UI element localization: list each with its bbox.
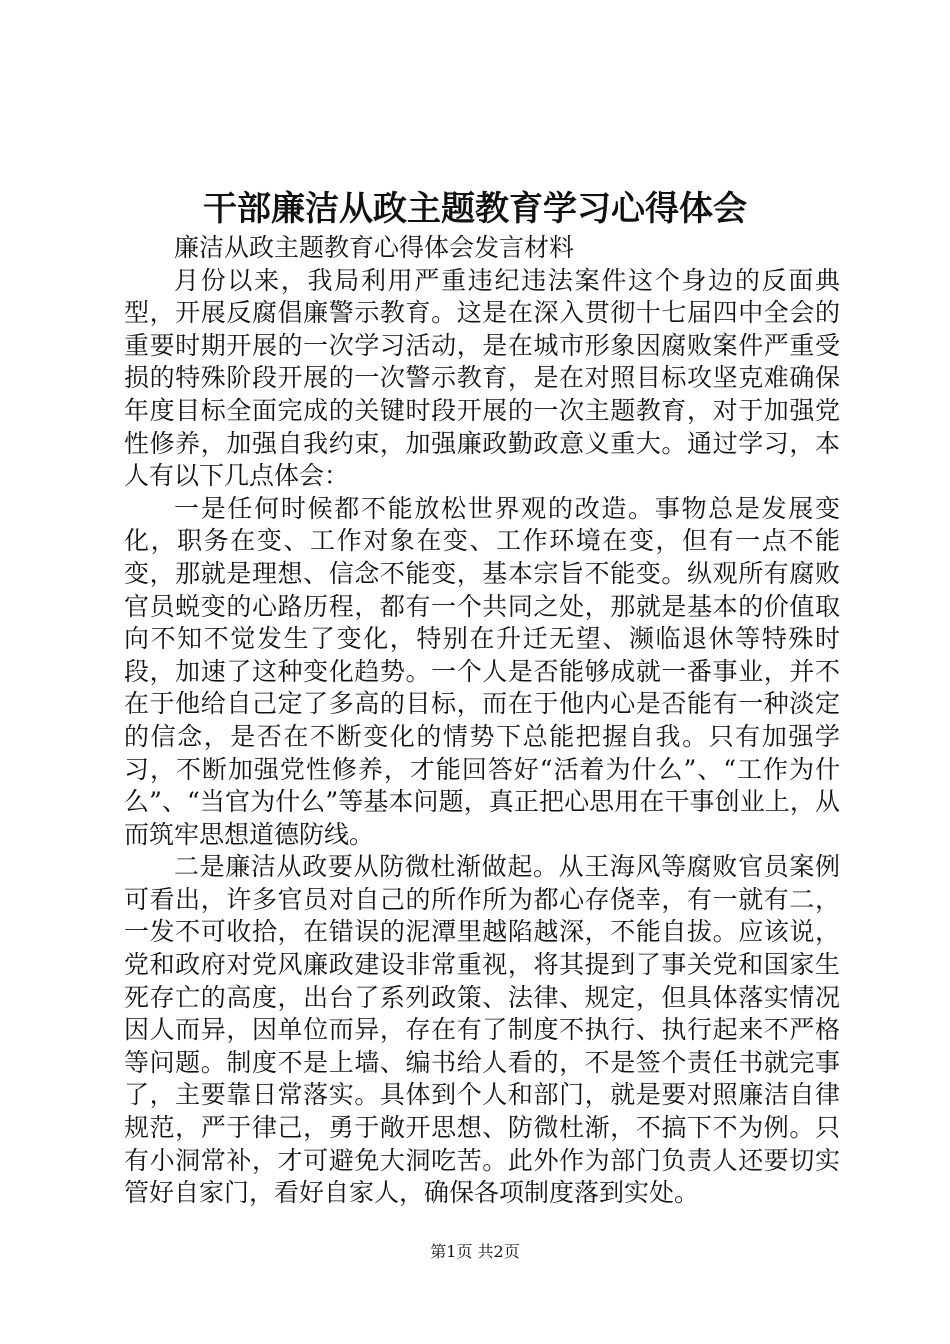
paragraph-point-one: 一是任何时候都不能放松世界观的改造。事物总是发展变化，职务在变、工作对象在变、工作环境在变，但有一点不能变，那就是理想、信念不能变，基本宗旨不能变。纵观所有腐败官员蜕变的心路历程，都有一个共同之处，那就是基本的价值取向不知不觉发生了变化，特别在升迁无望、濒临退休等特殊时段，加速了这种变化趋势。一个人是否能够成就一番事业，并不在于他给自己定了多高的目标，而在于他内心是否能有一种淡定的信念，是否在不断变化的情势下总能把握自我。只有加强学习，不断加强党性修养，才能回答好“活着为什么”、“工作为什么”、“当官为什么”等基本问题，真正把心思用在干事创业上，从而筑牢思想道德防线。 (124, 493, 840, 849)
paragraph-intro: 月份以来，我局利用严重违纪违法案件这个身边的反面典型，开展反腐倡廉警示教育。这是在深入贯彻十七届四中全会的重要时期开展的一次学习活动，是在城市形象因腐败案件严重受损的特殊阶段开展的一次警示教育，是在对照目标攻坚克难确保年度目标全面完成的关键时段开展的一次主题教育，对于加强党性修养，加强自我约束，加强廉政勤政意义重大。通过学习，本人有以下几点体会： (124, 265, 840, 491)
document-title: 干部廉洁从政主题教育学习心得体会 (203, 189, 747, 229)
paragraph-point-two: 二是廉洁从政要从防微杜渐做起。从王海风等腐败官员案例可看出，许多官员对自己的所作所为都心存侥幸，有一就有二，一发不可收拾，在错误的泥潭里越陷越深，不能自拔。应该说，党和政府对党风廉政建设非常重视，将其提到了事关党和国家生死存亡的高度，出台了系列政策、法律、规定，但具体落实情况因人而异，因单位而异，存在有了制度不执行、执行起来不严格等问题。制度不是上墙、编书给人看的，不是签个责任书就完事了，主要靠日常落实。具体到个人和部门，就是要对照廉洁自律规范，严于律己，勇于敞开思想、防微杜渐，不搞下不为例。只有小洞常补，才可避免大洞吃苦。此外作为部门负责人还要切实管好自家门，看好自家人，确保各项制度落到实处。 (124, 852, 840, 1208)
document-body (124, 232, 840, 1210)
page-footer: 第1页 共2页 (430, 1242, 520, 1261)
paragraph-subtitle: 廉洁从政主题教育心得体会发言材料 (174, 233, 575, 262)
